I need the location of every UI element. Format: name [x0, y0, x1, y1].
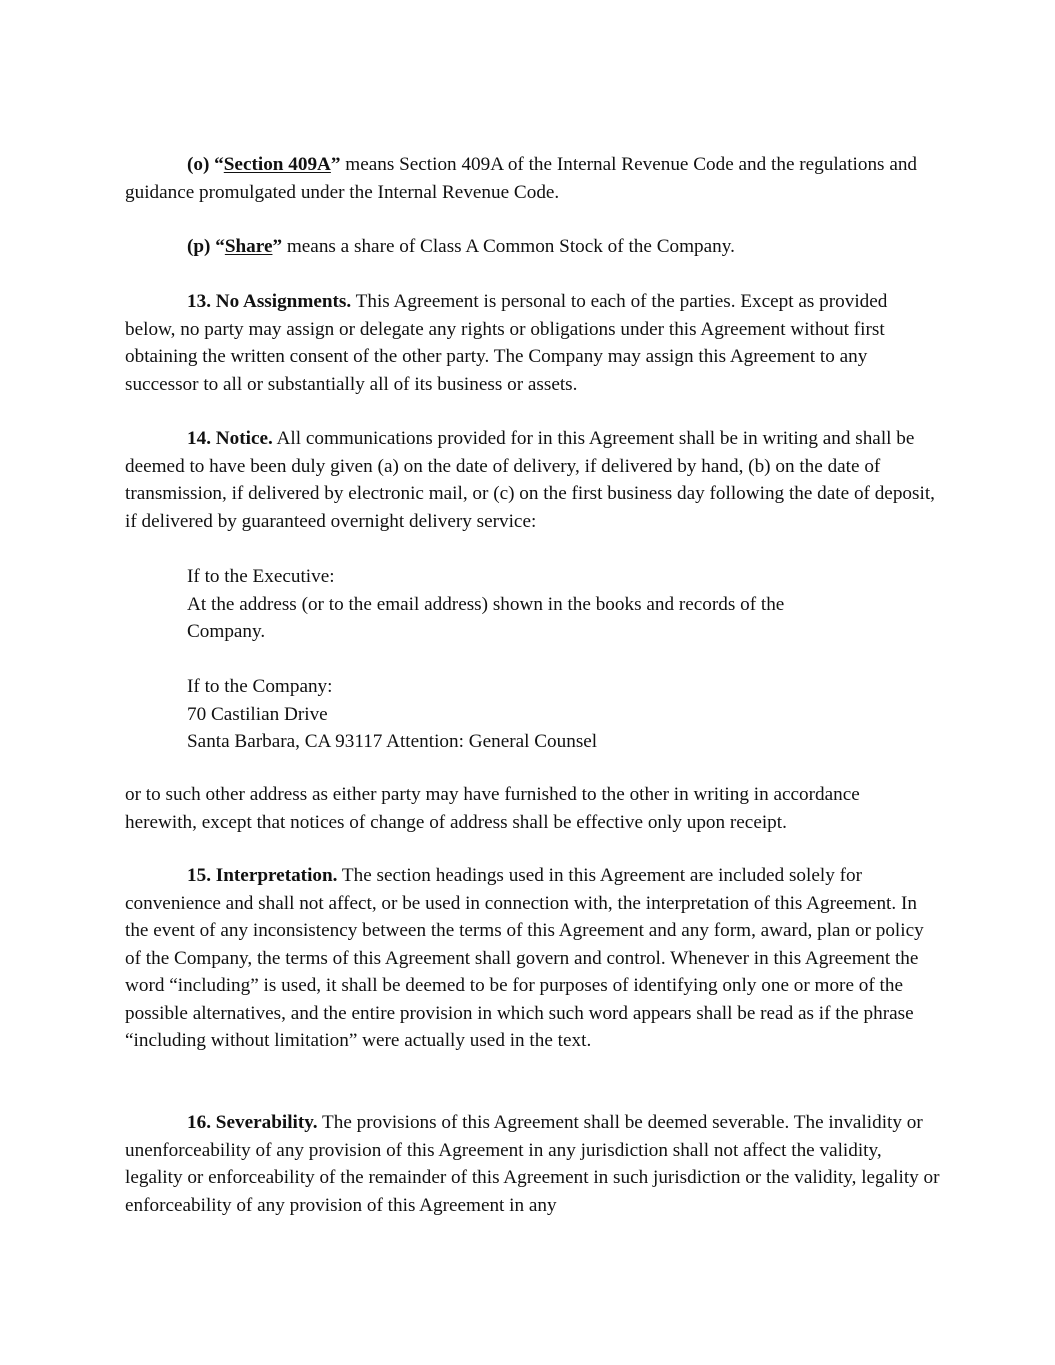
- executive-address-block: [187, 563, 887, 646]
- section-heading: 15. Interpretation.: [187, 865, 338, 886]
- section-text: All communications provided for in this Agreement shall be in writing and shall be deemed to have been duly given (a) on the date of delivery, if delivered by hand, (b) on the date of transmission, if delivered by electronic mail, or (c) on the first business day following the date of deposit, if delivered by guaranteed overnight delivery service:: [125, 428, 935, 532]
- section-15-interpretation: [125, 862, 940, 1055]
- section-16-severability: [125, 1109, 940, 1219]
- definition-share: [125, 233, 940, 261]
- definition-section-409a: [125, 151, 940, 206]
- defined-term: Section 409A: [223, 154, 331, 175]
- address-city-attention: Santa Barbara, CA 93117 Attention: General Counsel: [187, 731, 598, 752]
- definition-text: means a share of Class A Common Stock of the Company.: [282, 236, 735, 257]
- definition-label: (p) “Share”: [187, 236, 283, 257]
- definition-text: means Section 409A of the Internal Revenue Code and the regulations and guidance promulgated under the Internal Revenue Code.: [125, 154, 918, 203]
- address-heading: If to the Executive:: [187, 566, 335, 587]
- address-street: 70 Castilian Drive: [187, 703, 328, 725]
- section-heading: 14. Notice.: [187, 428, 273, 449]
- section-text: This Agreement is personal to each of the parties. Except as provided below, no party may assign or delegate any rights or obligations under this Agreement without first obtaining the written consent of the other party. The Company may assign this Agreement to any successor to all or substantially all of its business or assets.: [125, 291, 888, 395]
- section-heading: 16. Severability.: [187, 1112, 318, 1133]
- section-text: The provisions of this Agreement shall be deemed severable. The invalidity or unenforceability of any provision of this Agreement in any jurisdiction shall not affect the validity, legality or enforceability of the remainder of this Agreement in such jurisdiction or the validity, legality or enforceability of any provision of this Agreement in any: [125, 1112, 940, 1216]
- address-heading: If to the Company:: [187, 676, 333, 697]
- section-heading: 13. No Assignments.: [187, 291, 352, 312]
- notice-closing: or to such other address as either party may have furnished to the other in writing in accordance herewith, except that notices of change of address shall be effective only upon receipt.: [125, 784, 860, 833]
- address-line: At the address (or to the email address) shown in the books and records of the Company.: [187, 593, 785, 642]
- section-text: The section headings used in this Agreement are included solely for convenience and shall not affect, or be used in connection with, the interpretation of this Agreement. In the event of any inconsistency between the terms of this Agreement and any form, award, plan or policy of the Company, the terms of this Agreement shall govern and control. Whenever in this Agreement the word “including” is used, it shall be deemed to be for purposes of identifying only one or more of the possible alternatives, and the entire provision in which such word appears shall be read as if the phrase “including without limitation” were actually used in the text.: [125, 865, 924, 1051]
- company-address-block: [187, 673, 887, 756]
- section-14-notice: [125, 425, 940, 535]
- defined-term: Share: [224, 236, 273, 257]
- definition-label: (o) “Section 409A”: [187, 154, 341, 175]
- section-13-no-assignments: [125, 288, 940, 398]
